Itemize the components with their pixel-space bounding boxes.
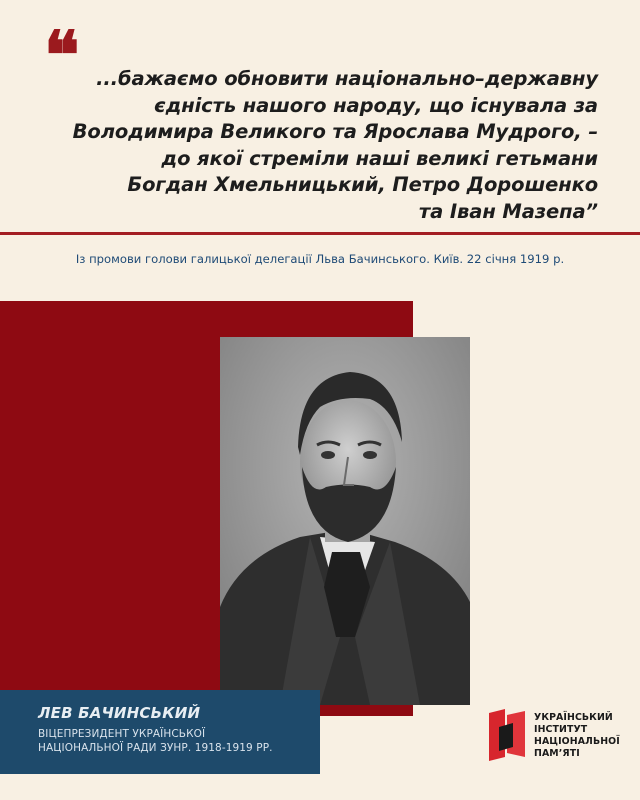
quote-line: ...бажаємо обновити національно–державну [96,67,598,90]
person-name: ЛЕВ БАЧИНСЬКИЙ [38,704,201,722]
person-title-line: НАЦІОНАЛЬНОЇ РАДИ ЗУНР. 1918-1919 РР. [38,741,273,754]
institute-logo-text [534,712,620,760]
quote-mark-icon: ❝ [44,16,80,94]
logo-line: УКРАЇНСЬКИЙ [534,712,613,723]
quote-line: Богдан Хмельницький, Петро Дорошенко [127,173,598,196]
quote-line: єдність нашого народу, що існувала за [154,93,598,117]
logo-line: ПАМ’ЯТІ [534,748,580,759]
name-panel [0,690,320,774]
source-caption: Із промови голови галицької делегації Льва Бачинського. Київ. 22 січня 1919 р. [75,252,565,266]
quote-line: та Іван Мазепа” [418,199,598,223]
divider [0,232,640,235]
portrait-photo [220,337,470,705]
logo-line: НАЦІОНАЛЬНОЇ [534,736,620,747]
quote-text [38,66,598,225]
institute-logo-icon [487,707,527,763]
quote-line: до якої стреміли наші великі гетьмани [161,146,598,170]
person-title-line: ВІЦЕПРЕЗИДЕНТ УКРАЇНСЬКОЇ [38,728,206,740]
logo-line: ІНСТИТУТ [534,724,588,735]
person-title [38,728,273,755]
quote-line: Володимира Великого та Ярослава Мудрого, – [72,120,598,143]
